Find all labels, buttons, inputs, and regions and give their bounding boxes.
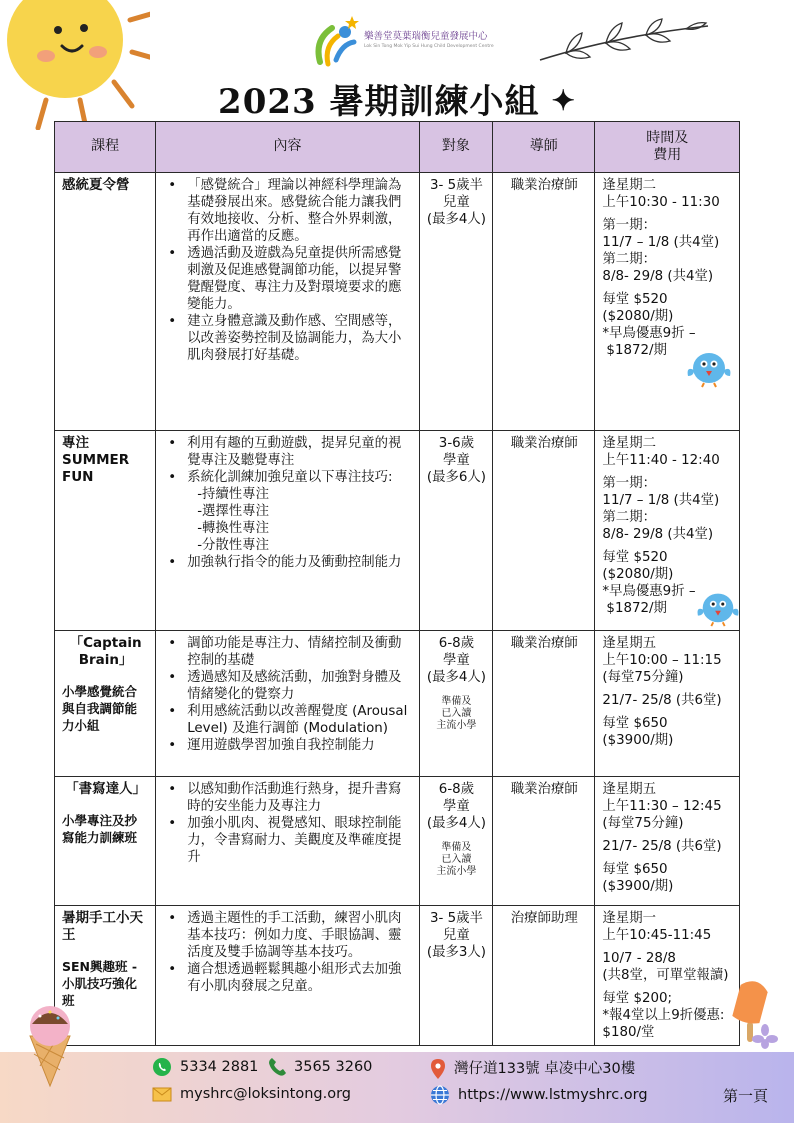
time-fee-cell (595, 173, 740, 431)
leaf-branch-icon (536, 16, 712, 68)
period-2-dates: 8/8- 29/8 (共4堂) (602, 527, 714, 542)
day: 逢星期五 (602, 782, 656, 797)
content-bullet: • 加強執行指令的能力及衝動控制能力 (163, 554, 413, 571)
early-bird: *報4堂以上9折優惠: (602, 1008, 725, 1023)
target-age: 3- 5歲半 (429, 178, 483, 193)
content-cell (156, 431, 420, 631)
fee: 每堂 $520 (602, 550, 668, 565)
tutor: 職業治療師 (510, 178, 578, 193)
target-note-line: 準備及 (441, 842, 472, 853)
tutor-cell (493, 631, 595, 777)
period-1-label: 第一期： (602, 476, 656, 491)
content-bullet-text: 系統化訓練加強兒童以下專注技巧: (187, 470, 393, 485)
time-slot: 上午11:30 – 12:45 (602, 799, 722, 814)
content-bullet: • 運用遊戲學習加強自我控制能力 (163, 737, 413, 754)
header-time-fee-line2: 費用 (653, 147, 682, 163)
fee-total: ($2080/期) (602, 567, 674, 582)
content-cell (156, 906, 420, 1046)
day: 逢星期一 (602, 911, 656, 926)
page-number: 第一頁 (722, 1087, 768, 1105)
whatsapp-icon (152, 1057, 172, 1077)
time-slot: 上午10:30 - 11:30 (602, 195, 720, 210)
day: 逢星期二 (602, 436, 656, 451)
target-note-line: 已入讀 (441, 854, 472, 865)
dates: 21/7- 25/8 (共6堂) (602, 693, 722, 708)
fee: 每堂 $520 (602, 292, 668, 307)
ice-cream-icon (16, 996, 84, 1088)
day: 逢星期二 (602, 178, 656, 193)
fee-total: ($3900/期) (602, 879, 674, 894)
target-note-line: 主流小學 (436, 720, 477, 731)
fee: 每堂 $200; (602, 991, 673, 1006)
tutor-cell (493, 777, 595, 906)
bird-icon (686, 344, 732, 388)
table-header-row (55, 122, 740, 173)
table-row (55, 906, 740, 1046)
target-age: 6-8歲 (438, 636, 475, 651)
bird-icon (696, 584, 740, 628)
location-pin-icon (430, 1058, 446, 1080)
content-cell (156, 631, 420, 777)
early-bird-price: $1872/期 (606, 601, 667, 616)
duration: (每堂75分鐘) (602, 816, 684, 831)
time-slot: 上午10:45-11:45 (602, 928, 712, 943)
phone-contact[interactable] (268, 1057, 372, 1077)
target-note (427, 842, 486, 878)
target-group: 學童 (443, 453, 470, 468)
course-name: 感統夏令營 (62, 177, 130, 193)
content-bullet: • 利用感統活動以改善醒覺度 (Arousal Level) 及進行調節 (Modulation) (163, 703, 413, 737)
target-age: 3-6歲 (438, 436, 475, 451)
centre-logo (312, 14, 542, 68)
target-cell (419, 777, 492, 906)
fee-total: ($3900/期) (602, 733, 674, 748)
sub-item: -轉換性專注 (197, 521, 269, 536)
period-1-dates: 11/7 – 1/8 (共4堂) (602, 493, 720, 508)
content-bullet (163, 469, 413, 554)
target-cell (419, 431, 492, 631)
dates-note: (共8堂，可單堂報讀) (602, 968, 729, 983)
content-bullet: • 「感覺統合」理論以神經科學理論為基礎發展出來。感覺統合能力讓我們有效地接收、分析、整合外界刺激，再作出適當的反應。 (163, 177, 413, 245)
day: 逢星期五 (602, 636, 656, 651)
target-age: 6-8歲 (438, 782, 475, 797)
target-capacity: (最多4人) (426, 816, 486, 831)
email-address: myshrc@loksintong.org (180, 1086, 351, 1102)
target-cell (419, 906, 492, 1046)
content-cell (156, 173, 420, 431)
tutor-cell (493, 173, 595, 431)
whatsapp-contact[interactable] (152, 1057, 258, 1077)
target-note-line: 已入讀 (441, 708, 472, 719)
whatsapp-number: 5334 2881 (180, 1059, 259, 1075)
content-bullet: • 建立身體意識及動作感、空間感等，以改善姿勢控制及協調能力，為大小肌肉發展打好基礎。 (163, 313, 413, 364)
title-text: 2023 暑期訓練小組 (218, 82, 540, 122)
tutor-cell (493, 906, 595, 1046)
course-name-cell (55, 431, 156, 631)
target-group: 學童 (443, 799, 470, 814)
course-name-cell (55, 631, 156, 777)
time-fee-cell (595, 631, 740, 777)
period-1-dates: 11/7 – 1/8 (共4堂) (602, 235, 720, 250)
page-title (0, 74, 794, 123)
time-fee-cell (595, 906, 740, 1046)
course-subtitle: 小學感覺統合與自我調節能力小組 (62, 684, 138, 733)
period-2-dates: 8/8- 29/8 (共4堂) (602, 269, 714, 284)
tutor: 職業治療師 (510, 436, 578, 451)
phone-icon (268, 1057, 286, 1077)
course-name-cell (55, 173, 156, 431)
course-name: 「書寫達人」 (65, 781, 147, 797)
early-bird-price: $1872/期 (606, 343, 667, 358)
course-table (54, 121, 740, 1046)
content-bullet: • 調節功能是專注力、情緒控制及衝動控制的基礎 (163, 635, 413, 669)
content-bullet: • 加強小肌肉、視覺感知、眼球控制能力，令書寫耐力、美觀度及準確度提升 (163, 815, 413, 866)
fee: 每堂 $650 (602, 862, 668, 877)
content-bullet: • 透過活動及遊戲為兒童提供所需感覺刺激及促進感覺調節功能，以提昇警覺醒覺度、專注力及對環境要求的應變能力。 (163, 245, 413, 313)
email-contact[interactable] (152, 1085, 351, 1103)
header-course: 課程 (55, 122, 156, 173)
logo-chinese-name: 樂善堂莫葉瑞衡兒童發展中心 (364, 31, 488, 42)
target-group: 學童 (443, 653, 470, 668)
target-cell (419, 173, 492, 431)
target-capacity: (最多3人) (426, 945, 486, 960)
course-name-line: SUMMER (62, 452, 130, 468)
target-capacity: (最多6人) (426, 470, 486, 485)
fee-total: ($2080/期) (602, 309, 674, 324)
website-url: https://www.lstmyshrc.org (458, 1087, 648, 1103)
table-row (55, 777, 740, 906)
target-note-line: 準備及 (441, 696, 472, 707)
content-cell (156, 777, 420, 906)
table-row (55, 431, 740, 631)
period-2-label: 第二期： (602, 510, 656, 525)
table-row (55, 173, 740, 431)
phone-number: 3565 3260 (294, 1059, 373, 1075)
content-bullet: • 適合想透過輕鬆興趣小組形式去加強有小肌肉發展之兒童。 (163, 961, 413, 995)
course-name: 「Captain Brain」 (69, 635, 142, 668)
footer (0, 1052, 794, 1123)
sub-item: -持續性專注 (197, 487, 269, 502)
content-bullet: • 透過感知及感統活動，加強對身體及情緒變化的覺察力 (163, 669, 413, 703)
content-bullet: • 以感知動作活動進行熱身，提升書寫時的安坐能力及專注力 (163, 781, 413, 815)
address-text: 灣仔道133號 卓凌中心30樓 (454, 1061, 636, 1077)
course-subtitle: 小學專注及抄寫能力訓練班 (62, 813, 138, 845)
target-cell (419, 631, 492, 777)
star-icon: ✦ (551, 84, 576, 117)
tutor: 職業治療師 (510, 636, 578, 651)
address (430, 1057, 635, 1080)
course-subtitle: SEN興趣班 - 小肌技巧強化班 (62, 959, 138, 1008)
early-bird: *早鳥優惠9折 – (602, 326, 696, 341)
tutor: 治療師助理 (510, 911, 578, 926)
header-content: 內容 (156, 122, 420, 173)
header-time-fee (595, 122, 740, 173)
sub-item: -分散性專注 (197, 538, 269, 553)
target-note-line: 主流小學 (436, 866, 477, 877)
target-capacity: (最多4人) (426, 212, 486, 227)
early-bird-price: $180/堂 (602, 1025, 655, 1040)
fee: 每堂 $650 (602, 716, 668, 731)
table-row (55, 631, 740, 777)
flower-icon (752, 1024, 778, 1050)
target-note (427, 696, 486, 732)
course-name: 暑期手工小天王 (62, 910, 143, 943)
dates: 10/7 - 28/8 (602, 951, 676, 966)
period-2-label: 第二期： (602, 252, 656, 267)
target-group: 兒童 (443, 195, 470, 210)
website-link[interactable] (430, 1085, 648, 1105)
globe-icon (430, 1085, 450, 1105)
header-time-fee-line1: 時間及 (646, 129, 689, 146)
time-slot: 上午10:00 – 11:15 (602, 653, 722, 668)
course-name-line: 專注 (62, 435, 89, 451)
header-tutor: 導師 (493, 122, 595, 173)
tutor: 職業治療師 (510, 782, 578, 797)
target-capacity: (最多4人) (426, 670, 486, 685)
early-bird: *早鳥優惠9折 – (602, 584, 696, 599)
course-name-cell (55, 777, 156, 906)
logo-english-name: Lok Sin Tong Mok Yip Sui Hung Child Development Centre (364, 44, 494, 49)
duration: (每堂75分鐘) (602, 670, 684, 685)
header-target: 對象 (419, 122, 492, 173)
email-icon (152, 1085, 172, 1103)
time-slot: 上午11:40 - 12:40 (602, 453, 720, 468)
content-bullet: • 透過主題性的手工活動，練習小肌肉基本技巧：例如力度、手眼協調、靈活度及雙手協調等基本技巧。 (163, 910, 413, 961)
tutor-cell (493, 431, 595, 631)
dates: 21/7- 25/8 (共6堂) (602, 839, 722, 854)
content-bullet: • 利用有趣的互動遊戲，提昇兒童的視覺專注及聽覺專注 (163, 435, 413, 469)
target-group: 兒童 (443, 928, 470, 943)
target-age: 3- 5歲半 (429, 911, 483, 926)
course-name-line: FUN (62, 469, 94, 485)
time-fee-cell (595, 777, 740, 906)
period-1-label: 第一期： (602, 218, 656, 233)
logo-icon (312, 14, 360, 68)
sub-item: -選擇性專注 (197, 504, 269, 519)
